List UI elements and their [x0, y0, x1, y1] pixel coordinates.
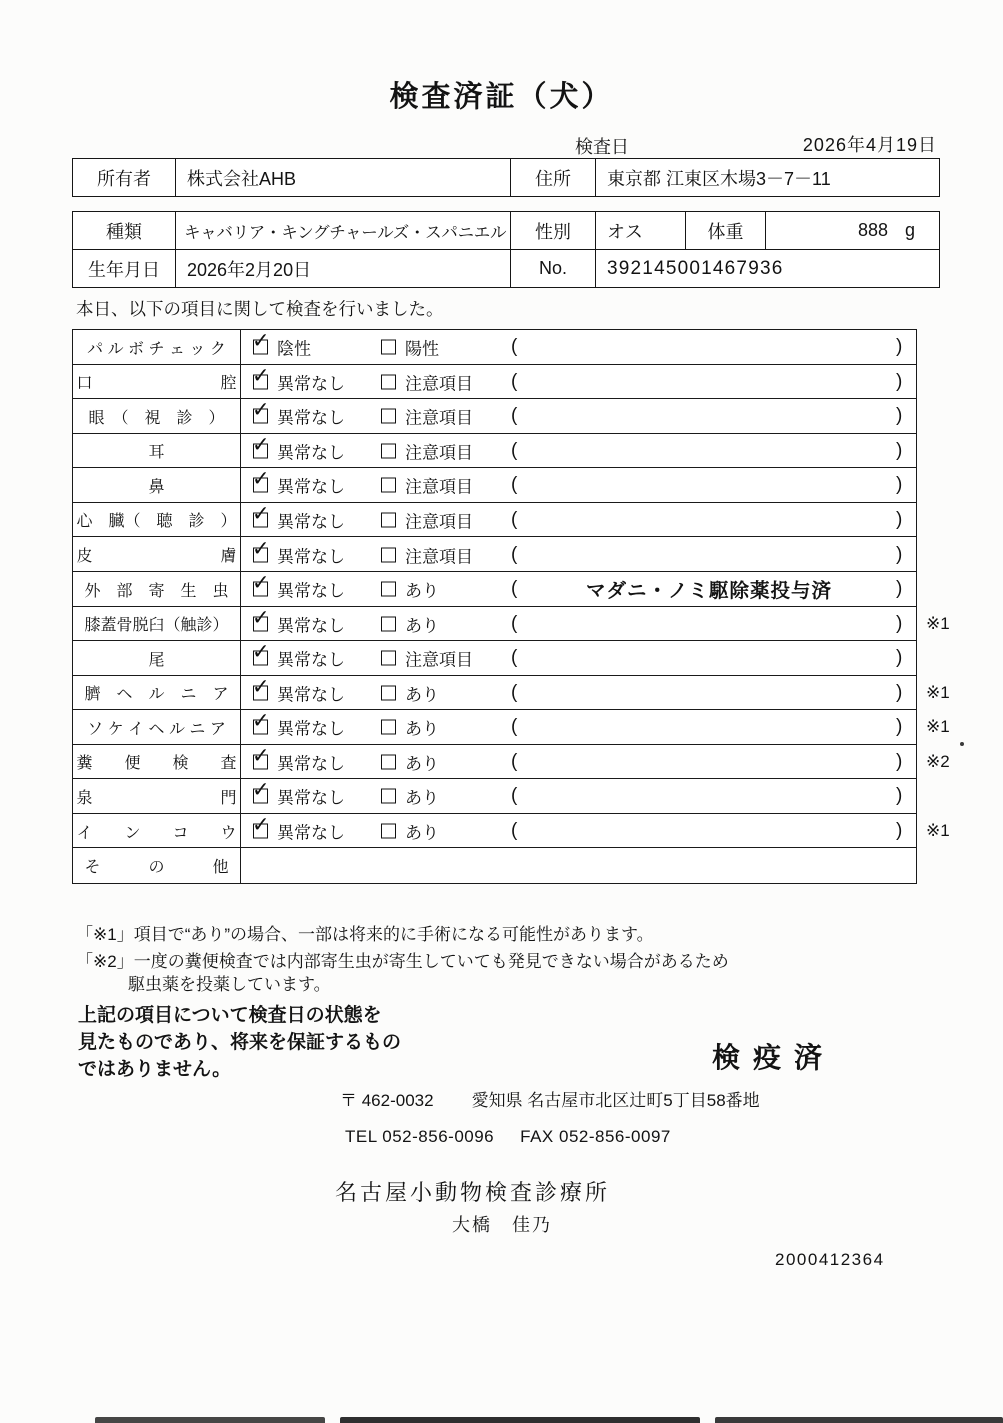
option1-checkbox-icon: [253, 478, 268, 493]
paren-close: ): [896, 508, 903, 530]
exam-row-content: [241, 330, 916, 364]
clinic-name: 名古屋小動物検査診療所: [335, 1180, 611, 1205]
paren-open: (: [511, 578, 518, 600]
option2-label: あり: [405, 616, 439, 636]
option1: [253, 542, 345, 567]
option2-checkbox-icon: [381, 685, 396, 700]
option2: [381, 438, 473, 463]
exam-row: [72, 571, 917, 607]
option1: [253, 611, 345, 636]
exam-item-label: パ ル ボ チ ェ ッ ク: [73, 330, 241, 364]
option2-label: 注意項目: [405, 374, 473, 394]
exam-item-label: そ の 他: [73, 848, 241, 882]
birthdate-label: 生年月日: [73, 250, 176, 287]
exam-row-content: [241, 434, 916, 468]
exam-row: [72, 778, 917, 814]
clinic-postal-code: 〒 462-0032: [340, 1091, 434, 1110]
scan-artifact-strip: [95, 1417, 325, 1423]
option2-checkbox-icon: [381, 547, 396, 562]
option1-checkbox-icon: [253, 616, 268, 631]
option1-label: 異常なし: [277, 754, 345, 774]
exam-item-label: 糞 便 検 査: [73, 745, 241, 779]
pet-row-1: [73, 212, 939, 249]
scan-artifact-strip: [340, 1417, 700, 1423]
option1: [253, 680, 345, 705]
option2-checkbox-icon: [381, 789, 396, 804]
exam-item-label: 臍 ヘ ル ニ ア: [73, 676, 241, 710]
paren-open: (: [511, 336, 518, 358]
option1: [253, 438, 345, 463]
paren-open: (: [511, 820, 518, 841]
number-label: No.: [511, 250, 596, 287]
paren-close: ): [896, 785, 903, 807]
exam-note: マダニ・ノミ駆除薬投与済: [585, 580, 832, 603]
option1-label: 異常なし: [277, 547, 345, 566]
footnote-mark: ※2: [926, 751, 950, 771]
weight-value: 888: [857, 220, 888, 240]
clinic-address: 愛知県 名古屋市北区辻町5丁目58番地: [471, 1091, 760, 1110]
exam-item-label: 膝蓋骨脱臼（触診）: [73, 607, 241, 641]
option1: [253, 507, 345, 532]
option2: [381, 577, 439, 602]
option2-label: あり: [405, 685, 439, 705]
footnote-2-continued: 駆虫薬を投薬しています。: [128, 975, 331, 994]
option2: [381, 749, 439, 774]
exam-table: [72, 329, 950, 884]
exam-row-content: [241, 503, 916, 537]
paren-open: (: [511, 474, 518, 496]
exam-row: [72, 640, 917, 676]
option2: [381, 473, 473, 498]
option1-checkbox-icon: [253, 720, 268, 735]
disclaimer-line-1: 上記の項目について検査日の状態を: [78, 1005, 382, 1026]
option2: [381, 680, 439, 705]
quarantine-done-stamp: 検疫済: [712, 1042, 836, 1073]
exam-item-label: 外 部 寄 生 虫: [73, 572, 241, 606]
paren-close: ): [896, 439, 903, 461]
exam-row-content: [241, 779, 916, 813]
option2-checkbox-icon: [381, 720, 396, 735]
exam-item-label: 尾: [73, 641, 241, 675]
disclaimer-line-2: 見たものであり、将来を保証するもの: [78, 1032, 402, 1053]
serial-number: 2000412364: [775, 1250, 885, 1269]
option2-label: 陽性: [405, 339, 439, 359]
paren-open: (: [511, 681, 518, 703]
exam-row-content: [241, 468, 916, 502]
option1-checkbox-icon: [253, 443, 268, 458]
owner-value: 株式会社AHB: [176, 159, 511, 196]
paren-open: (: [511, 716, 518, 738]
paren-open: (: [511, 750, 518, 772]
option1-label: 異常なし: [277, 443, 345, 463]
option1-checkbox-icon: [253, 582, 268, 597]
exam-row: [72, 467, 917, 503]
footnote-mark: ※1: [926, 613, 950, 633]
option2-label: あり: [405, 754, 439, 774]
option1-label: 異常なし: [277, 512, 345, 532]
option1-label: 異常なし: [277, 477, 345, 497]
option2-label: あり: [405, 719, 439, 739]
option2: [381, 542, 473, 567]
paren-close: ): [896, 370, 903, 392]
paren-open: (: [511, 612, 518, 634]
inspection-date-value: 2026年4月19日: [802, 135, 937, 155]
option2-label: あり: [405, 823, 439, 843]
paren-open: (: [511, 405, 518, 427]
exam-row: [72, 675, 950, 711]
option2: [381, 819, 439, 844]
exam-row: [72, 813, 950, 849]
exam-item-label: 皮 膚: [73, 537, 241, 571]
option2: [381, 646, 473, 671]
footnote-mark: ※1: [926, 682, 950, 702]
option1-checkbox-icon: [253, 754, 268, 769]
clinic-contact-line: [345, 1127, 671, 1147]
paren-open: (: [511, 785, 518, 807]
exam-item-label: イ ン コ ウ: [73, 814, 241, 848]
exam-row: [72, 433, 917, 469]
option1-label: 異常なし: [277, 581, 345, 601]
footnote-2: 「※2」一度の糞便検査では内部寄生虫が寄生していても発見できない場合があるため: [76, 952, 729, 971]
exam-row: [72, 536, 917, 572]
paren-close: ): [896, 647, 903, 669]
option2-label: 注意項目: [405, 408, 473, 428]
option1-label: 異常なし: [277, 616, 345, 636]
option2-checkbox-icon: [381, 824, 396, 839]
number-value: 392145001467936: [607, 257, 784, 279]
option2: [381, 611, 439, 636]
exam-item-label: ソ ケ イ ヘ ル ニ ア: [73, 710, 241, 744]
clinic-fax: FAX 052-856-0097: [520, 1127, 671, 1146]
paren-close: ): [896, 474, 903, 496]
veterinarian-name: 大橋 佳乃: [452, 1215, 552, 1235]
option2-checkbox-icon: [381, 374, 396, 389]
option2-checkbox-icon: [381, 512, 396, 527]
exam-row-content: [241, 572, 916, 606]
option1-label: 異常なし: [277, 374, 345, 394]
option1-checkbox-icon: [253, 824, 268, 839]
option2-label: 注意項目: [405, 477, 473, 497]
sex-label: 性別: [511, 212, 596, 249]
option1-label: 異常なし: [277, 823, 345, 843]
option2-checkbox-icon: [381, 340, 396, 355]
inspection-date-label: 検査日: [575, 137, 629, 157]
address-label: 住所: [511, 159, 596, 196]
paren-open: (: [511, 370, 518, 392]
exam-row-content: [241, 399, 916, 433]
option2-checkbox-icon: [381, 443, 396, 458]
option2-label: 注意項目: [405, 650, 473, 670]
owner-label: 所有者: [73, 159, 176, 196]
clinic-address-line: [340, 1086, 760, 1111]
exam-row-content: [241, 365, 916, 399]
exam-row-content: [241, 607, 916, 641]
option1: [253, 715, 345, 740]
exam-row-content: [241, 710, 916, 744]
exam-row-content: [241, 537, 916, 571]
owner-table: [72, 158, 940, 197]
option1-checkbox-icon: [253, 512, 268, 527]
option2: [381, 715, 439, 740]
option1: [253, 646, 345, 671]
option2-checkbox-icon: [381, 478, 396, 493]
exam-row: [72, 502, 917, 538]
option1-label: 異常なし: [277, 650, 345, 670]
disclaimer-line-3: ではありません。: [78, 1059, 232, 1080]
option1-checkbox-icon: [253, 374, 268, 389]
disclaimer: [78, 1002, 401, 1083]
option2-label: あり: [405, 788, 439, 808]
exam-item-label: 心 臓（ 聴 診 ）: [73, 503, 241, 537]
paren-close: ): [896, 716, 903, 738]
option1: [253, 473, 345, 498]
paren-close: ): [896, 681, 903, 703]
option1: [253, 335, 311, 360]
paren-close: ): [896, 612, 903, 634]
option1-label: 異常なし: [277, 719, 345, 739]
weight-unit: g: [904, 220, 915, 240]
address-value: 東京都 江東区木場3－7－11: [607, 168, 831, 189]
exam-row: [72, 847, 917, 883]
exam-row-content: [241, 641, 916, 675]
option2-label: 注意項目: [405, 547, 473, 566]
paren-open: (: [511, 543, 518, 565]
exam-row-content: [241, 848, 916, 882]
option1-checkbox-icon: [253, 409, 268, 424]
exam-row-content: [241, 676, 916, 710]
option2-checkbox-icon: [381, 409, 396, 424]
option1: [253, 404, 345, 429]
exam-row-content: [241, 814, 916, 848]
intro-text: 本日、以下の項目に関して検査を行いました。: [76, 299, 444, 319]
footnote-mark: ※1: [926, 821, 950, 840]
option2: [381, 369, 473, 394]
footnote-1: 「※1」項目で“あり”の場合、一部は将来的に手術になる可能性があります。: [76, 925, 654, 944]
exam-item-label: 耳: [73, 434, 241, 468]
option2: [381, 784, 439, 809]
option1-label: 陰性: [277, 339, 311, 359]
breed-value: キャバリア・キングチャールズ・スパニエル: [176, 212, 511, 249]
exam-row: [72, 709, 950, 745]
weight-cell: [766, 212, 939, 249]
option1: [253, 819, 345, 844]
option2: [381, 404, 473, 429]
exam-row: [72, 398, 917, 434]
paren-close: ): [896, 750, 903, 772]
exam-row: [72, 329, 917, 365]
paren-open: (: [511, 439, 518, 461]
option2-label: 注意項目: [405, 512, 473, 532]
exam-item-label: 口 腔: [73, 365, 241, 399]
exam-item-label: 泉 門: [73, 779, 241, 813]
owner-row: [73, 159, 939, 196]
option1-checkbox-icon: [253, 789, 268, 804]
paren-close: ): [896, 336, 903, 358]
option1-checkbox-icon: [253, 685, 268, 700]
page-title: 検査済証（犬）: [389, 81, 614, 113]
option2-checkbox-icon: [381, 651, 396, 666]
option2-checkbox-icon: [381, 582, 396, 597]
option2: [381, 335, 439, 360]
clinic-tel: TEL 052-856-0096: [345, 1127, 495, 1146]
exam-row-content: [241, 745, 916, 779]
exam-row: [72, 364, 917, 400]
option1: [253, 749, 345, 774]
option1-label: 異常なし: [277, 788, 345, 808]
option1-label: 異常なし: [277, 685, 345, 705]
exam-item-label: 眼 （ 視 診 ）: [73, 399, 241, 433]
option1-checkbox-icon: [253, 651, 268, 666]
option2-label: 注意項目: [405, 443, 473, 463]
option1-checkbox-icon: [253, 547, 268, 562]
paren-close: ): [896, 820, 903, 841]
option2-checkbox-icon: [381, 754, 396, 769]
paren-close: ): [896, 543, 903, 565]
option1-label: 異常なし: [277, 408, 345, 428]
weight-label: 体重: [686, 212, 766, 249]
option1: [253, 577, 345, 602]
option2-checkbox-icon: [381, 616, 396, 631]
footnote-mark: ※1: [926, 717, 950, 737]
birthdate-value: 2026年2月20日: [176, 250, 511, 287]
pet-row-2: [73, 249, 939, 287]
paren-close: ): [896, 578, 903, 600]
sex-value: オス: [596, 212, 686, 249]
paren-close: ): [896, 405, 903, 427]
option1: [253, 369, 345, 394]
option2: [381, 507, 473, 532]
scan-artifact-strip: [715, 1417, 1003, 1423]
paren-open: (: [511, 647, 518, 669]
exam-row: [72, 744, 950, 780]
breed-label: 種類: [73, 212, 176, 249]
paren-open: (: [511, 508, 518, 530]
pet-table: [72, 211, 940, 288]
option1: [253, 784, 345, 809]
exam-row: [72, 606, 950, 642]
option1-checkbox-icon: [253, 340, 268, 355]
option2-label: あり: [405, 581, 439, 601]
scan-speck: [960, 742, 964, 746]
exam-item-label: 鼻: [73, 468, 241, 502]
